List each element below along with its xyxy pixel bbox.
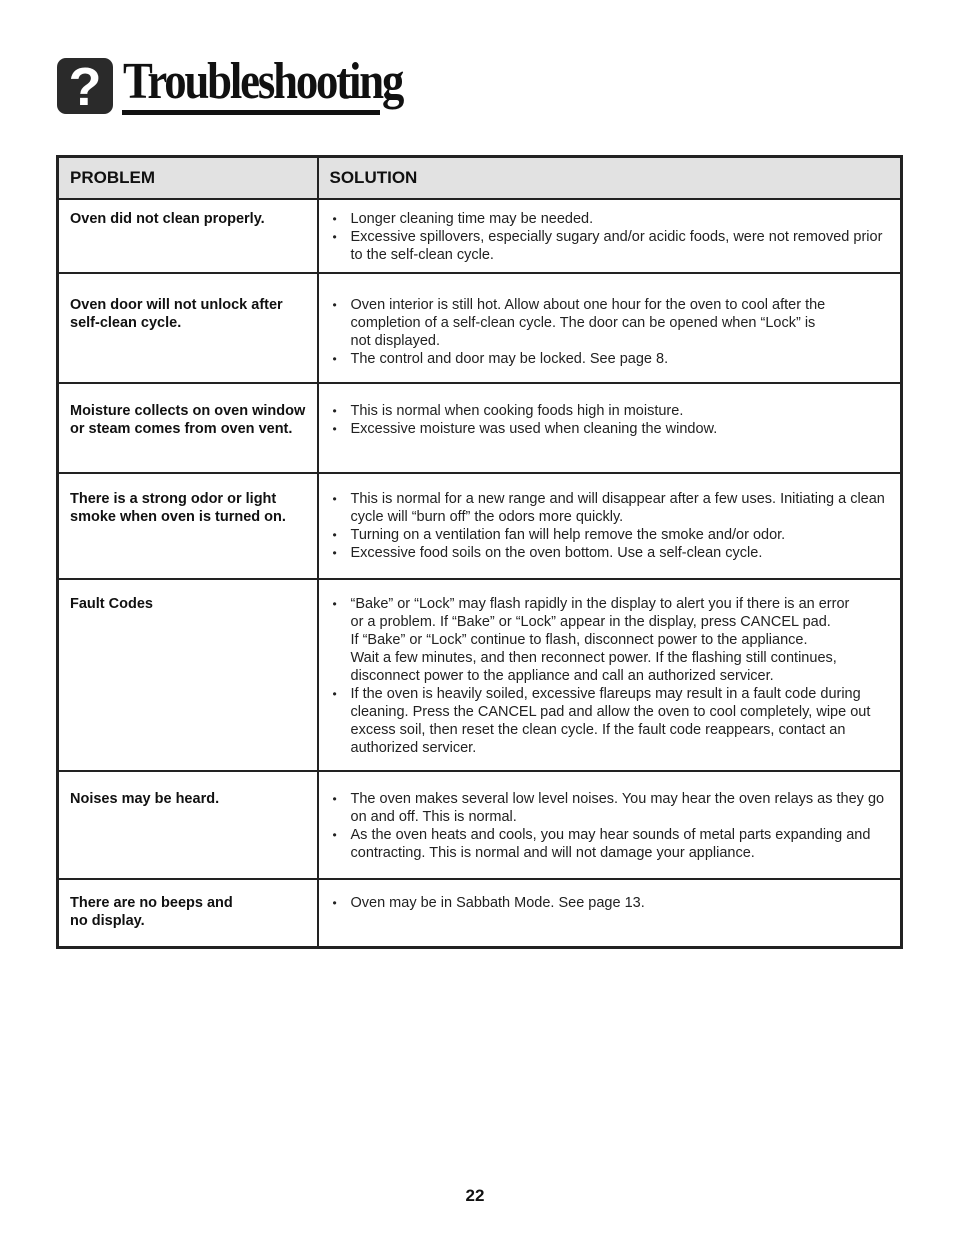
table-row [58,879,902,947]
solution-item: • Turning on a ventilation fan will help remove the smoke and/or odor. [331,526,893,544]
solution-cell [318,473,902,579]
table-row [58,273,902,383]
title-underline [122,110,380,115]
solution-item: • This is normal when cooking foods high in moisture. [331,402,893,420]
question-mark-glyph: ? [68,57,102,117]
column-header-solution: SOLUTION [318,157,902,200]
solution-item: • The oven makes several low level noises. You may hear the oven relays as they go on and off. This is normal. [331,790,893,826]
solution-item: • Excessive spillovers, especially sugary and/or acidic foods, were not removed prior to the self-clean cycle. [331,228,893,264]
solution-cell [318,879,902,947]
solution-cell [318,771,902,879]
solution-cell [318,579,902,771]
solution-item: • Longer cleaning time may be needed. [331,210,893,228]
solution-item: • Excessive food soils on the oven bottom. Use a self-clean cycle. [331,544,893,562]
solution-item: • If the oven is heavily soiled, excessive flareups may result in a fault code during cleaning. Press the CANCEL pad and allow the oven to cool completely, wipe out excess soil, then reset the clean cycle. If the fault code reappears, contact an authorized servicer. [331,685,893,757]
solution-cell [318,273,902,383]
problem-cell: There are no beeps and no display. [58,879,318,947]
question-mark-icon [57,57,113,117]
solution-item: • Oven may be in Sabbath Mode. See page 13. [331,894,893,912]
table-header-row [58,157,902,200]
problem-cell: Oven door will not unlock after self-clean cycle. [58,273,318,383]
problem-cell: Fault Codes [58,579,318,771]
problem-cell: There is a strong odor or light smoke when oven is turned on. [58,473,318,579]
solution-cell [318,383,902,473]
solution-cell [318,199,902,273]
solution-item: • This is normal for a new range and will disappear after a few uses. Initiating a clean cycle will “burn off” the odors more quickly. [331,490,893,526]
solution-item: • Oven interior is still hot. Allow about one hour for the oven to cool after the completion of a self-clean cycle. The door can be opened when “Lock” is not displayed. [331,296,893,350]
problem-cell: Oven did not clean properly. [58,199,318,273]
column-header-problem: PROBLEM [58,157,318,200]
solution-item: • Excessive moisture was used when cleaning the window. [331,420,893,438]
table-row [58,579,902,771]
table-row [58,473,902,579]
table-row [58,383,902,473]
troubleshooting-table [56,155,903,949]
page-number: 22 [465,1186,485,1205]
page-header [57,54,457,116]
solution-item: • As the oven heats and cools, you may hear sounds of metal parts expanding and contracting. This is normal and will not damage your appliance. [331,826,893,862]
solution-item: • The control and door may be locked. See page 8. [331,350,893,368]
problem-cell: Noises may be heard. [58,771,318,879]
table-row [58,199,902,273]
problem-cell: Moisture collects on oven window or steam comes from oven vent. [58,383,318,473]
solution-item: • “Bake” or “Lock” may flash rapidly in the display to alert you if there is an error or a problem. If “Bake” or “Lock” appear in the display, press CANCEL pad. If “Bake” or “Lock” continue to flash, disconnect power to the appliance. Wait a few minutes, and then reconnect power. If the flashing still continues, disconnect power to the appliance and call an authorized servicer. [331,595,893,685]
page-title: Troubleshooting [123,53,403,110]
table-row [58,771,902,879]
